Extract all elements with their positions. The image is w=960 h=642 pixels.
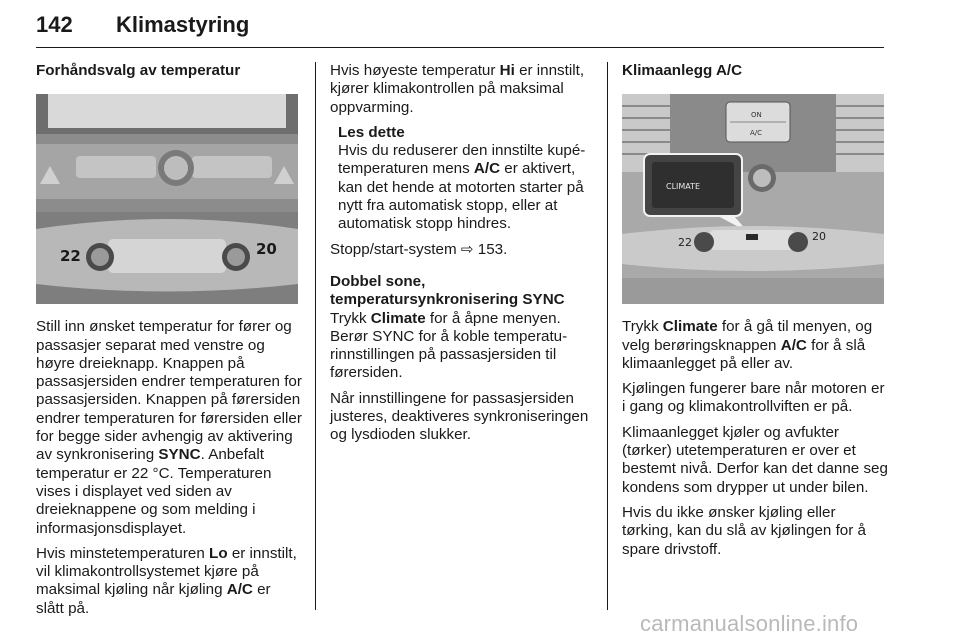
paragraph-hi-setting: Hvis høyeste temperatur Hi er innstilt, kjører klimakontrollen på maksimal oppvarming. xyxy=(330,62,585,116)
ac-panel-photo xyxy=(622,94,884,304)
paragraph-sync-deactivation: Når innstillingene for passasjersiden justeres, deaktiveres synkroniseringen og lysdioden slukker. xyxy=(330,389,589,444)
header-rule xyxy=(36,47,884,48)
page-number: 142 xyxy=(36,12,73,37)
note-title: Les dette xyxy=(338,123,405,141)
left-temp-display: 22 xyxy=(60,247,81,266)
cross-reference-stop-start: Stopp/start-system ⇨ 153. xyxy=(330,240,508,258)
ac-label: A/C xyxy=(750,129,763,138)
page-title: Klimastyring xyxy=(116,12,250,37)
column-divider-1 xyxy=(315,62,316,610)
section-heading-temperature-preset: Forhåndsvalg av temperatur xyxy=(36,62,241,79)
note-box xyxy=(330,124,596,234)
reference-arrow-icon: ⇨ xyxy=(460,240,474,258)
climate-panel-photo xyxy=(36,94,298,304)
column-2 xyxy=(330,62,596,452)
paragraph-condensation: Klimaanlegget kjøler og avfukter (tørker) utetemperaturen er over et bestemt nivå. Derfor kan det danne seg kondens som drypper ut under bilen. xyxy=(622,423,888,496)
paragraph-save-fuel: Hvis du ikke ønsker kjøling eller tørking, kan du slå av kjølingen for å spare drivstoff. xyxy=(622,503,866,558)
column-1 xyxy=(36,62,302,625)
note-text: Hvis du reduserer den innstilte kupétemperaturen mens A/C er aktivert, kan det hende at motorten starter på nytt fra automatisk stopp, eller at automatisk stopp hindres. xyxy=(338,142,586,233)
column-divider-2 xyxy=(607,62,608,610)
column-3 xyxy=(622,62,888,566)
climate-button-label: CLIMATE xyxy=(666,182,701,192)
paragraph-lo-setting: Hvis minstetemperaturen Lo er innstilt, vil klimakontrollsystemet kjøre på maksimal kjøling når kjøling A/C er slått på. xyxy=(36,544,297,617)
paragraph-temperature-setting: Still inn ønsket temperatur for fører og passasjer separat med venstre og høyre dreieknapp. Knappen på passasjersiden endrer temperaturen for passasjersiden. Knappen på førersiden endrer temperaturen for førersiden eller for begge sider avhengig av aktivering av synkronisering SYNC. Anbefalt temperatur er 22 °C. Temperaturen vises i displayet ved siden av dreieknappene og som melding i informasjonsdisplayet. xyxy=(36,318,302,537)
section-heading-dual-zone: Dobbel sone, temperatursynkronisering SYNC xyxy=(330,272,565,309)
paragraph-climate-ac: Trykk Climate for å gå til menyen, og velg berøringsknappen A/C for å slå klimaanlegget på eller av. xyxy=(622,318,873,372)
right-temp-display: 20 xyxy=(256,240,277,259)
on-label: ON xyxy=(751,111,762,120)
paragraph-sync: Trykk Climate for å åpne menyen. Berør SYNC for å koble temperaturinnstillingen på passasjersiden til førersiden. xyxy=(330,309,568,382)
left-temp-display-ac: 22 xyxy=(678,236,692,250)
watermark: carmanualsonline.info xyxy=(640,611,859,636)
section-heading-ac: Klimaanlegg A/C xyxy=(622,62,743,79)
right-temp-display-ac: 20 xyxy=(812,230,826,244)
paragraph-cooling-conditions: Kjølingen fungerer bare når motoren er i gang og klimakontrollviften er på. xyxy=(622,380,885,416)
